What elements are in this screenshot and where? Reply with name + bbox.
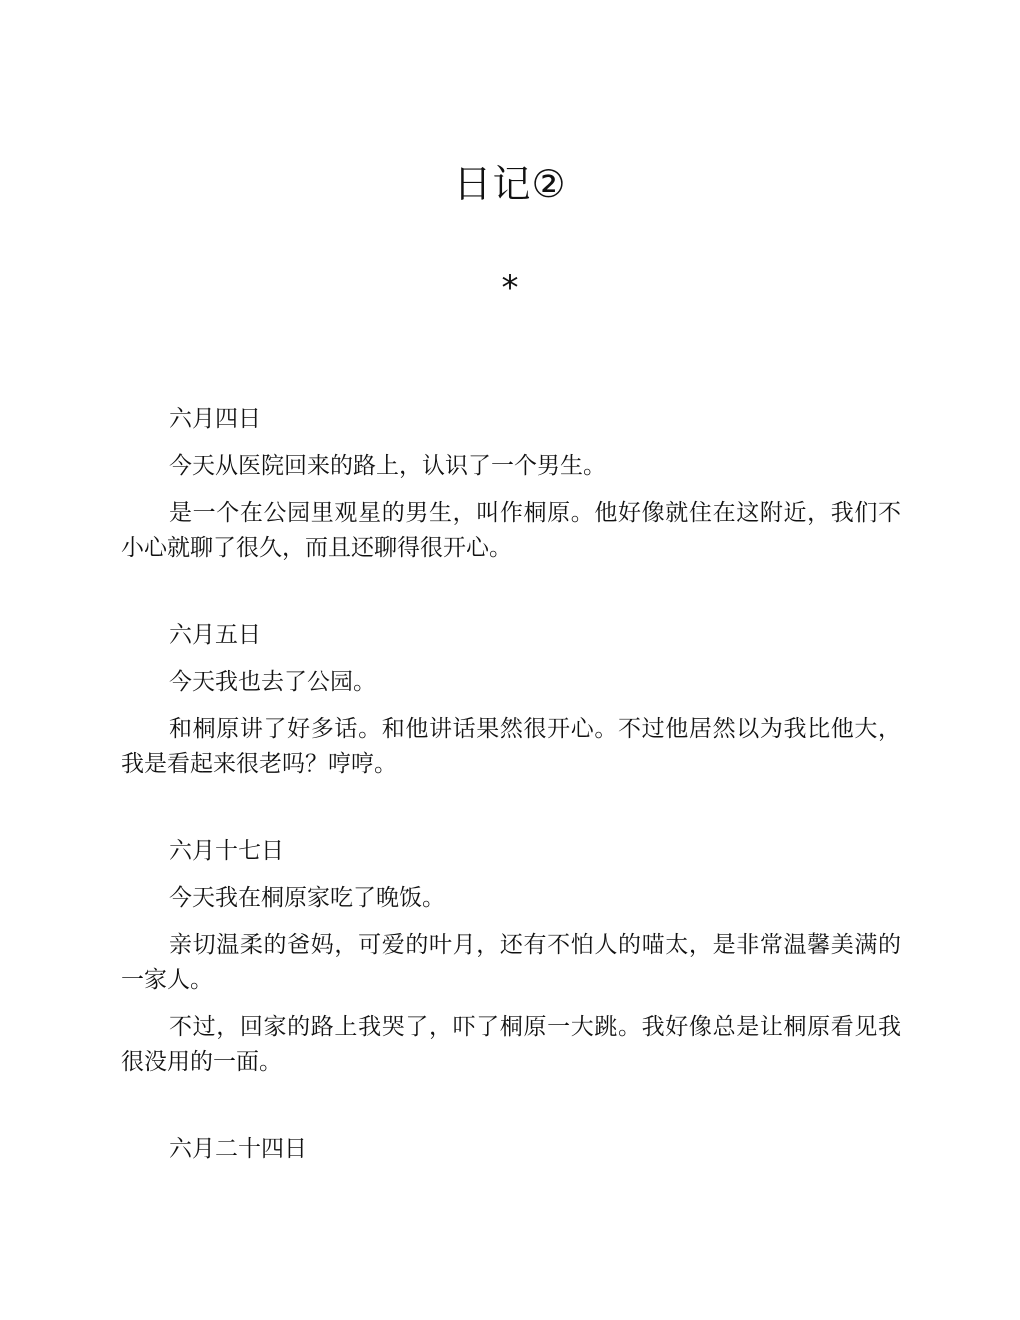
entry-paragraph: 是一个在公园里观星的男生，叫作桐原。他好像就住在这附近，我们不小心就聊了很久，而且还聊得很开心。 (121, 500, 901, 561)
entry-date: 六月十七日 (169, 838, 284, 864)
entry-paragraph: 今天我也去了公园。 (169, 669, 376, 695)
diary-entry (121, 834, 901, 1080)
diary-entry (121, 1132, 901, 1167)
entry-paragraph: 今天从医院回来的路上，认识了一个男生。 (169, 453, 606, 479)
entry-paragraph: 亲切温柔的爸妈，可爱的叶月，还有不怕人的喵太，是非常温馨美满的一家人。 (121, 932, 901, 993)
diary-entry (121, 402, 901, 566)
entry-paragraph: 和桐原讲了好多话。和他讲话果然很开心。不过他居然以为我比他大，我是看起来很老吗？哼哼。 (121, 716, 901, 777)
entry-date: 六月五日 (169, 622, 261, 648)
entry-paragraph: 今天我在桐原家吃了晚饭。 (169, 885, 445, 911)
diary-entry (121, 618, 901, 782)
section-separator: * (501, 268, 519, 308)
entry-date: 六月四日 (169, 406, 261, 432)
diary-body (121, 402, 901, 1219)
page-title: 日记② (453, 162, 567, 206)
entry-date: 六月二十四日 (169, 1136, 307, 1162)
entry-paragraph: 不过，回家的路上我哭了，吓了桐原一大跳。我好像总是让桐原看见我很没用的一面。 (121, 1014, 901, 1075)
